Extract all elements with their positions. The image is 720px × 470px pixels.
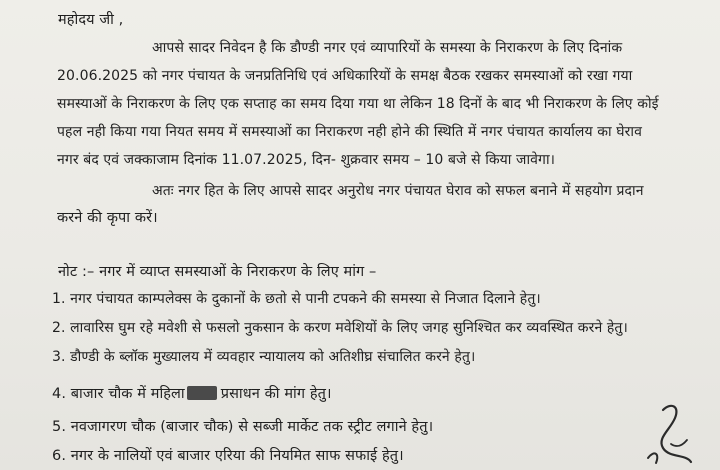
demand-item-5: 5. नवजागरण चौक (बाजार चौक) से सब्जी मार्केट तक स्ट्रीट लगाने हेतु। <box>52 419 434 435</box>
demand-item-4-before: 4. बाजार चौक में महिला <box>52 386 185 402</box>
demand-item-4 <box>52 384 332 404</box>
signature <box>608 400 698 470</box>
demand-item-3: 3. डौण्डी के ब्लॉक मुख्यालय में व्यवहार न्यायालय को अतिशीघ्र संचालित करने हेतु। <box>52 349 476 365</box>
para2-line-1: अतः नगर हित के लिए आपसे सादर अनुरोध नगर पंचायत घेराव को सफल बनाने में सहयोग प्रदान <box>152 183 644 199</box>
para1-line-3: समस्याओं के निराकरण के लिए एक सप्ताह का समय दिया गया था लेकिन 18 दिनों के बाद भी निराकरण के लिए कोई <box>57 96 659 112</box>
demand-item-6: 6. नगर के नालियों एवं बाजार एरिया की नियमित साफ सफाई हेतु। <box>52 448 404 464</box>
demand-item-1: 1. नगर पंचायत काम्पलेक्स के दुकानों के छतो से पानी टपकने की समस्या से निजात दिलाने हेतु। <box>52 291 541 307</box>
para1-line-2: 20.06.2025 को नगर पंचायत के जनप्रतिनिधि एवं अधिकारियों के समक्ष बैठक रखकर समस्याओं को रखा गया <box>57 68 633 84</box>
note-heading: नोट :– नगर में व्याप्त समस्याओं के निराकरण के लिए मांग – <box>58 264 377 280</box>
para1-line-1: आपसे सादर निवेदन है कि डौण्डी नगर एवं व्यापारियों के समस्या के निराकरण के लिए दिनांक <box>152 40 623 56</box>
salutation: महोदय जी , <box>58 12 124 28</box>
demand-item-4-after: प्रसाधन की मांग हेतु। <box>220 386 332 402</box>
para2-line-2: करने की कृपा करें। <box>57 210 158 226</box>
para1-line-5: नगर बंद एवं जक्काजाम दिनांक 11.07.2025, दिन- शुक्रवार समय – 10 बजे से किया जावेगा। <box>57 152 556 168</box>
para1-line-4: पहल नही किया गया नियत समय में समस्याओं का निराकरण नही होने की स्थिति में नगर पंचायत कार्यालय का घेराव <box>57 124 643 140</box>
redaction-mark <box>187 386 217 400</box>
demand-item-2: 2. लावारिस घुम रहे मवेशी से फसलो नुकसान के करण मवेशियों के लिए जगह सुनिश्चित कर व्यवस्थित करने हेतु। <box>52 320 628 336</box>
